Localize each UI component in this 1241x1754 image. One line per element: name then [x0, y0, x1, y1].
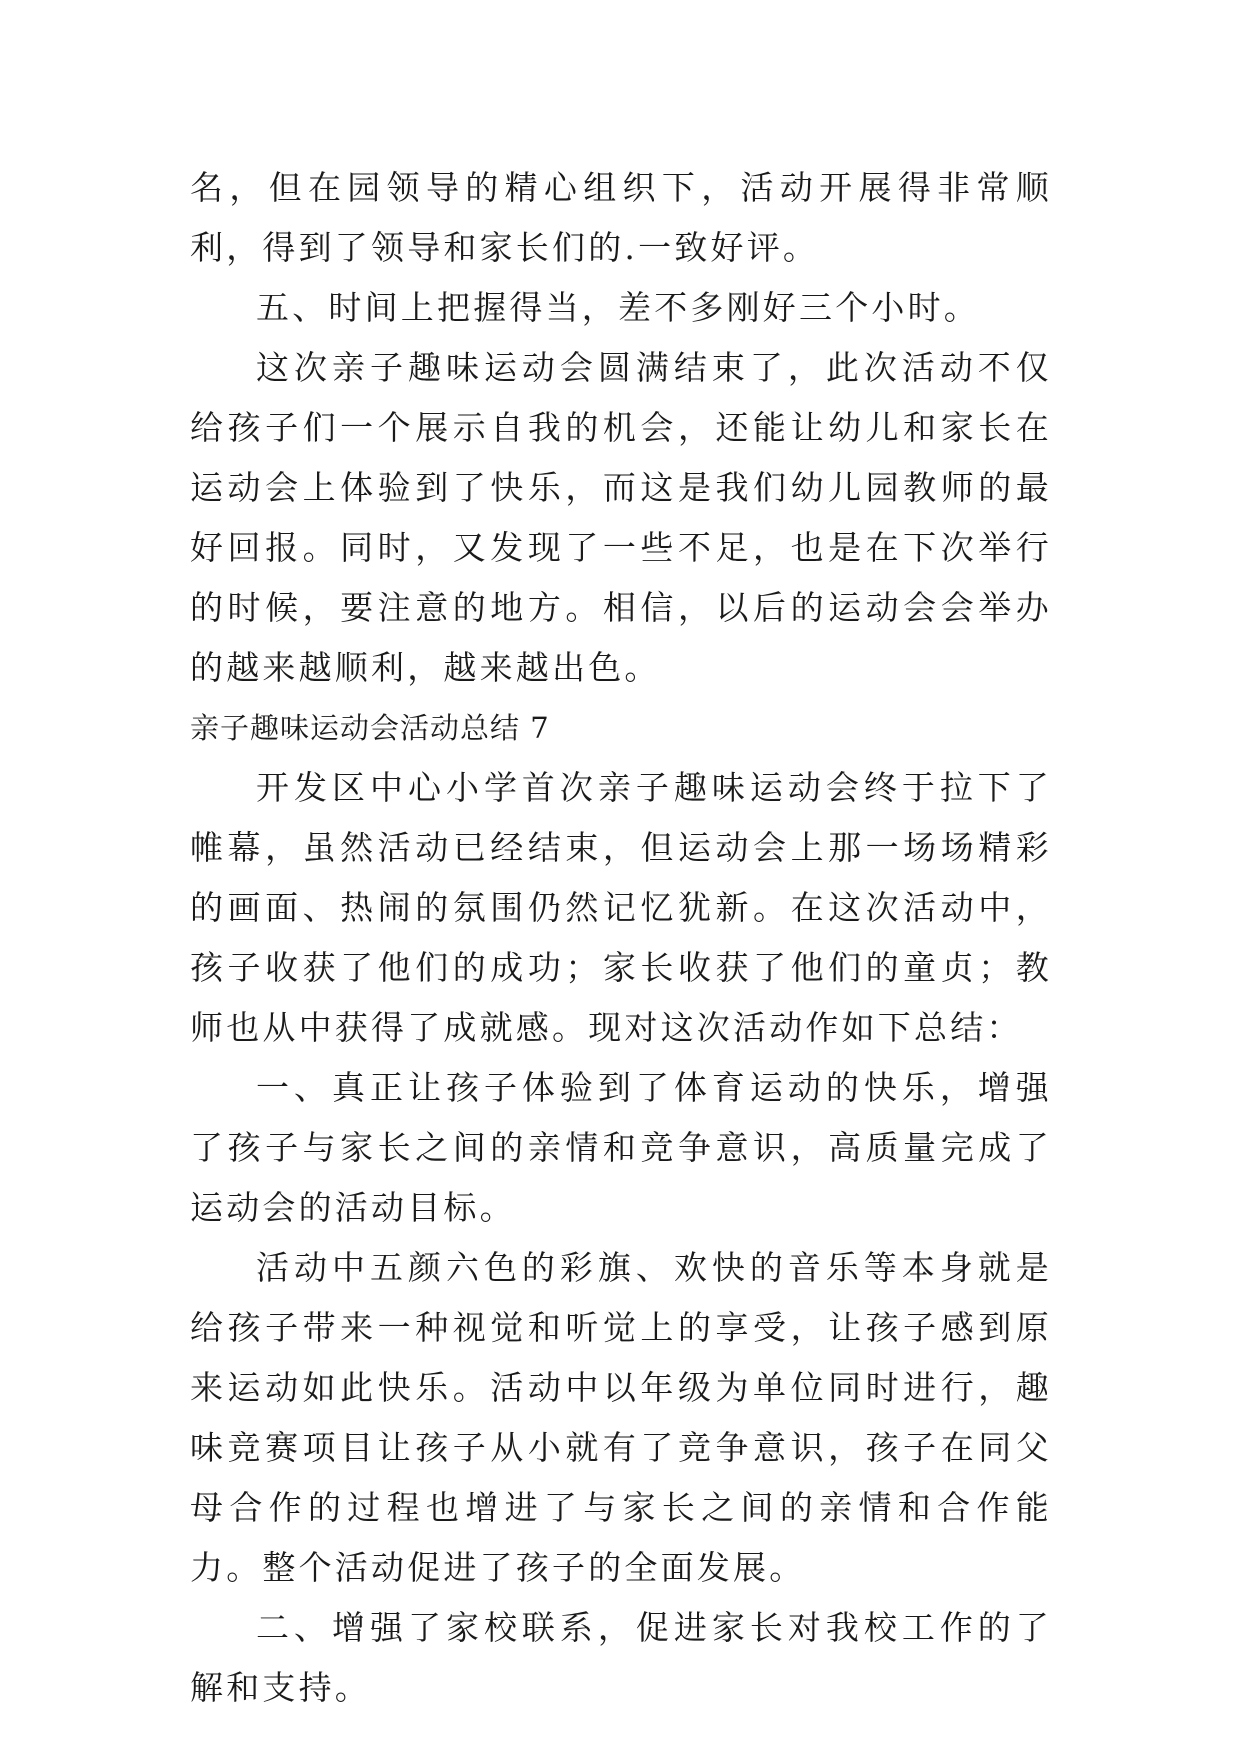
paragraph-point-two: 二、增强了家校联系，促进家长对我校工作的了解和支持。 [190, 1608, 1052, 1707]
paragraph-point-five: 五、时间上把握得当，差不多刚好三个小时。 [256, 288, 980, 327]
paragraph-activity-detail: 活动中五颜六色的彩旗、欢快的音乐等本身就是给孩子带来一种视觉和听觉上的享受，让孩子感到原来运动如此快乐。活动中以年级为单位同时进行，趣味竞赛项目让孩子从小就有了竞争意识，孩子在同父母合作的过程也增进了与家长之间的亲情和合作能力。整个活动促进了孩子的全面发展。 [190, 1248, 1052, 1587]
paragraph-intro: 开发区中心小学首次亲子趣味运动会终于拉下了帷幕，虽然活动已经结束，但运动会上那一场场精彩的画面、热闹的氛围仍然记忆犹新。在这次活动中，孩子收获了他们的成功；家长收获了他们的童贞；教师也从中获得了成就感。现对这次活动作如下总结： [190, 768, 1052, 1047]
paragraph-point-one: 一、真正让孩子体验到了体育运动的快乐，增强了孩子与家长之间的亲情和竞争意识，高质量完成了运动会的活动目标。 [190, 1068, 1052, 1227]
document-body [190, 158, 1052, 1718]
section-heading: 亲子趣味运动会活动总结 7 [190, 711, 550, 745]
paragraph-conclusion: 这次亲子趣味运动会圆满结束了，此次活动不仅给孩子们一个展示自我的机会，还能让幼儿和家长在运动会上体验到了快乐，而这是我们幼儿园教师的最好回报。同时，又发现了一些不足，也是在下次举行的时候，要注意的地方。相信，以后的运动会会举办的越来越顺利，越来越出色。 [190, 348, 1052, 687]
paragraph-continuation: 名，但在园领导的精心组织下，活动开展得非常顺利，得到了领导和家长们的.一致好评。 [190, 168, 1052, 267]
